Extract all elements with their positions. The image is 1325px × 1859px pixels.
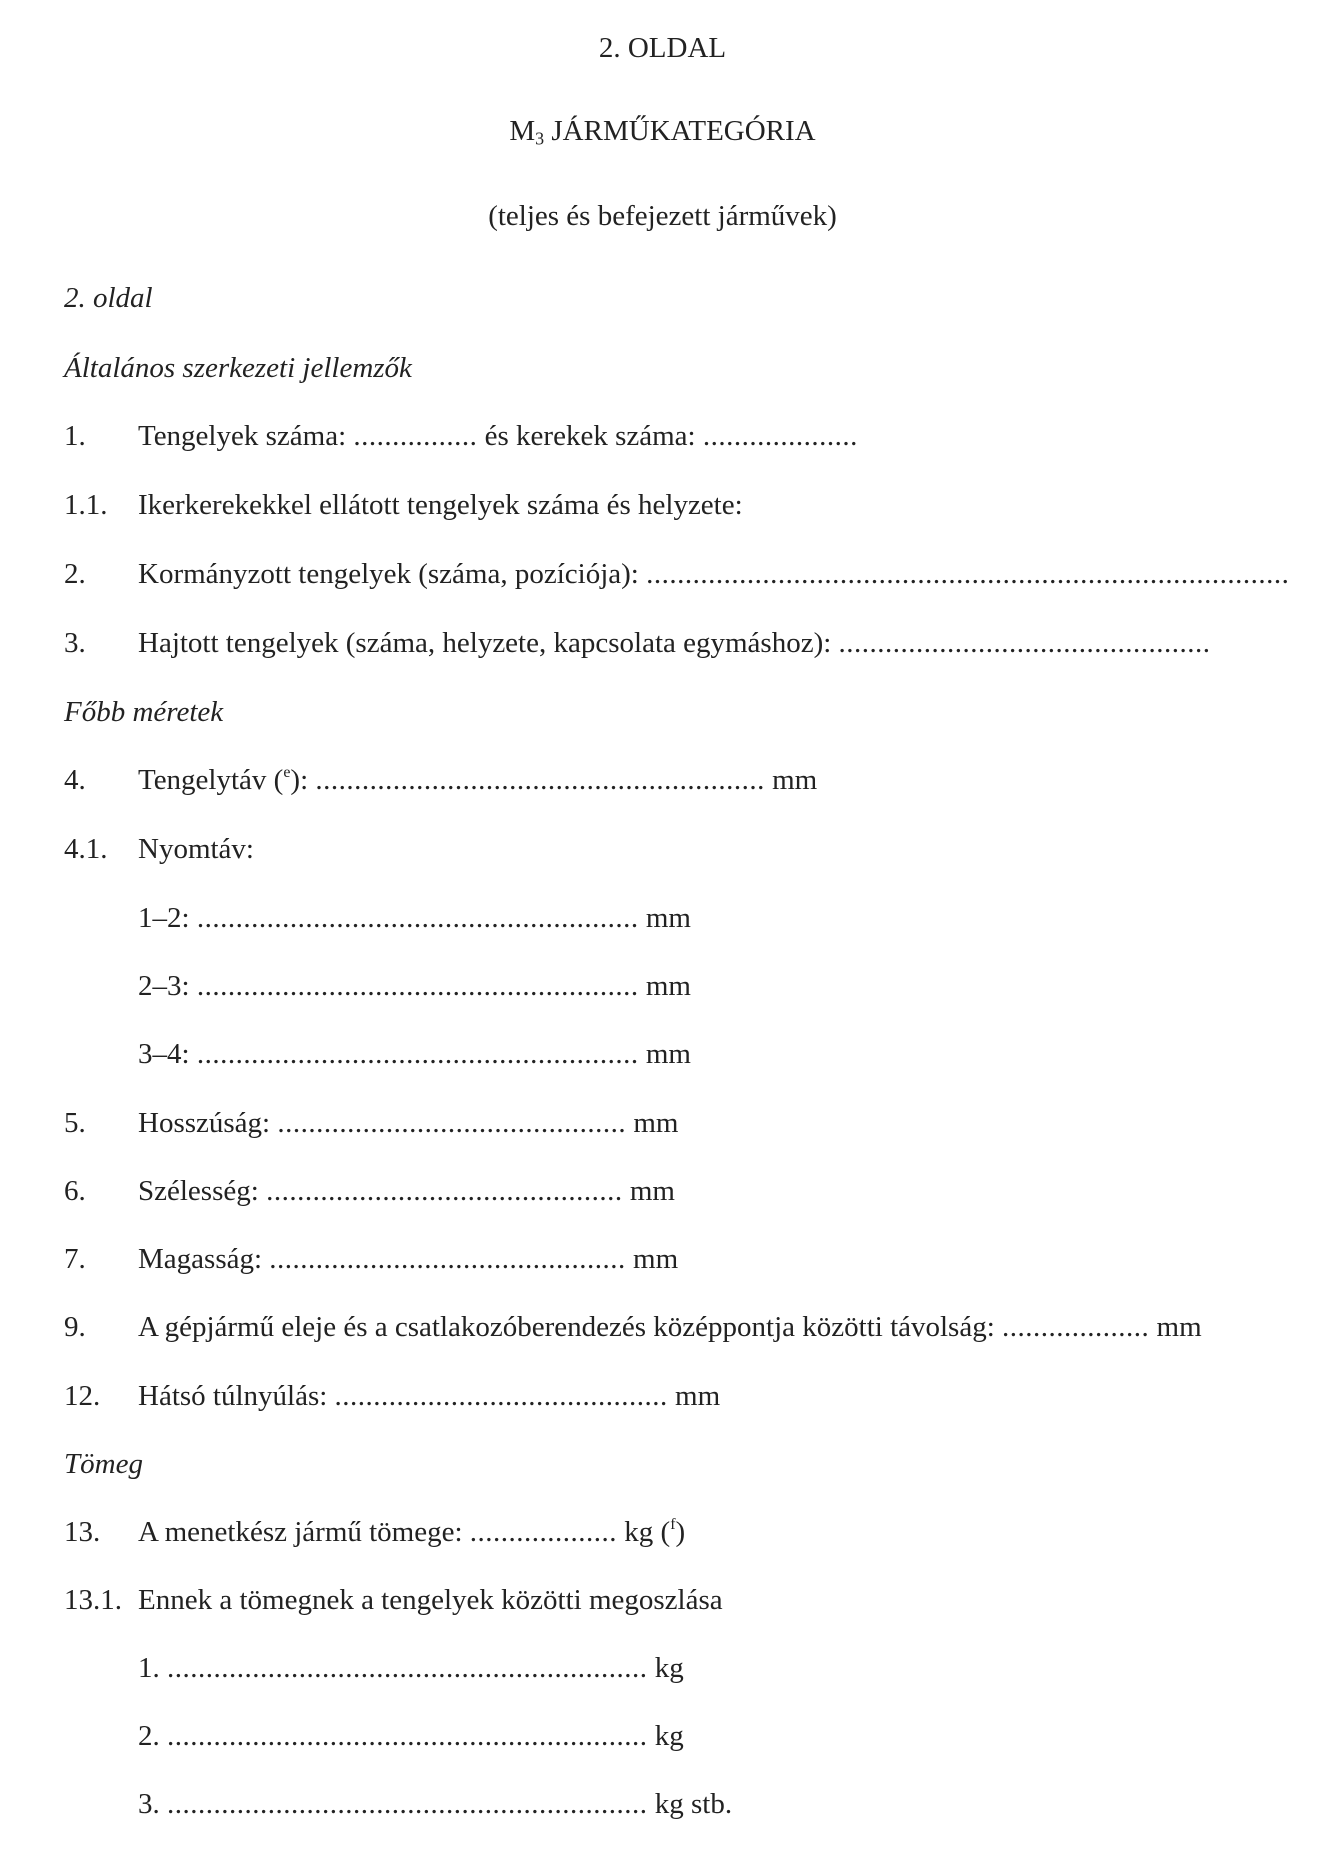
label-end: ): (290, 764, 309, 796)
rear-overhang-field[interactable]: ........................................... (334, 1380, 668, 1412)
unit-label: mm (645, 970, 691, 1002)
length-field[interactable]: ............................................. (277, 1107, 627, 1139)
track-label: 2–3: (138, 970, 190, 1002)
width-field[interactable]: .............................................. (266, 1175, 623, 1207)
unit-label: mm (633, 1107, 679, 1139)
section-page-italic: 2. oldal (64, 282, 153, 314)
item-label: Hátsó túlnyúlás: (138, 1380, 328, 1412)
item-number: 2. (64, 558, 86, 590)
item-number: 7. (64, 1243, 86, 1275)
unit-label: kg stb. (654, 1788, 733, 1820)
item-label: Kormányzott tengelyek (száma, pozíciója): (138, 558, 639, 590)
unit-label: kg (654, 1720, 684, 1752)
track-1-2-field[interactable]: ......................................................... (196, 902, 639, 934)
axle-count-label (138, 420, 858, 453)
item-label: Magasság: (138, 1243, 263, 1275)
wheelbase-field[interactable]: .......................................................... (315, 764, 765, 796)
track-2-3 (138, 970, 691, 1003)
category-letter: M (509, 115, 536, 147)
item-label: A gépjármű eleje és a csatlakozóberendezés középpontja közötti távolság: (138, 1311, 995, 1343)
track-3-4 (138, 1038, 691, 1071)
item-number: 4. (64, 764, 86, 796)
item-label: Ennek a tömegnek a tengelyek közötti megoszlása (138, 1584, 723, 1616)
track-label: 1–2: (138, 902, 190, 934)
axle-mass-3 (138, 1788, 732, 1821)
unit-label: mm (633, 1243, 679, 1275)
item-label: Tengelyek száma: (138, 420, 347, 452)
vehicle-category-title (0, 115, 1325, 149)
unit-label: mm (772, 764, 818, 796)
front-to-coupling-field[interactable]: ................... (1002, 1311, 1150, 1343)
axle-label: 2. (138, 1720, 160, 1752)
item-label: Szélesség: (138, 1175, 259, 1207)
track-1-2 (138, 902, 691, 935)
footnote-ref: e (283, 764, 291, 782)
item-number: 5. (64, 1107, 86, 1139)
axle-mass-2 (138, 1720, 684, 1753)
unit-end: ) (675, 1516, 686, 1548)
unit-label: kg ( (624, 1516, 671, 1548)
unit-label: mm (629, 1175, 675, 1207)
axle-2-mass-field[interactable]: .............................................................. (167, 1720, 648, 1752)
item-number: 13.1. (64, 1584, 122, 1616)
item-number: 3. (64, 627, 86, 659)
item-label: A menetkész jármű tömege: (138, 1516, 463, 1548)
unit-label: kg (654, 1652, 684, 1684)
height-field[interactable]: .............................................. (269, 1243, 626, 1275)
item-number: 6. (64, 1175, 86, 1207)
item-number: 4.1. (64, 833, 108, 865)
unit-label: mm (1156, 1311, 1202, 1343)
axle-label: 1. (138, 1652, 160, 1684)
track-label: 3–4: (138, 1038, 190, 1070)
section-mass-heading: Tömeg (64, 1448, 143, 1480)
category-subscript: 3 (535, 128, 545, 149)
section-dimensions-heading: Főbb méretek (64, 696, 224, 728)
track-2-3-field[interactable]: ......................................................... (196, 970, 639, 1002)
wheel-count-field[interactable]: .................... (702, 420, 858, 452)
axle-count-field[interactable]: ................ (353, 420, 478, 452)
item-number: 13. (64, 1516, 101, 1548)
steered-axles-field[interactable]: ................................................................................... (646, 558, 1290, 590)
section-general-heading: Általános szerkezeti jellemzők (64, 352, 412, 384)
category-word: JÁRMŰKATEGÓRIA (544, 115, 816, 147)
driven-axles-field[interactable]: ................................................ (838, 627, 1211, 659)
item-label: Ikerkerekekkel ellátott tengelyek száma és helyzete: (138, 489, 743, 521)
axle-mass-1 (138, 1652, 684, 1685)
item-label: Tengelytáv ( (138, 764, 284, 796)
wheel-count-label: és kerekek száma: (484, 420, 696, 452)
footnote-ref: f (670, 1516, 676, 1534)
unit-label: mm (675, 1380, 721, 1412)
item-label: Hajtott tengelyek (száma, helyzete, kapcsolata egymáshoz): (138, 627, 832, 659)
item-number: 1. (64, 420, 86, 452)
running-order-mass-field[interactable]: ................... (469, 1516, 618, 1548)
axle-3-mass-field[interactable]: .............................................................. (167, 1788, 648, 1820)
item-number: 1.1. (64, 489, 108, 521)
page-label: 2. OLDAL (598, 32, 727, 64)
item-label: Hosszúság: (138, 1107, 271, 1139)
item-number: 12. (64, 1380, 101, 1412)
subtitle: (teljes és befejezett járművek) (488, 200, 837, 232)
unit-label: mm (645, 1038, 691, 1070)
item-label: Nyomtáv: (138, 833, 254, 865)
item-number: 9. (64, 1311, 86, 1343)
unit-label: mm (645, 902, 691, 934)
axle-label: 3. (138, 1788, 160, 1820)
track-3-4-field[interactable]: ......................................................... (196, 1038, 639, 1070)
axle-1-mass-field[interactable]: .............................................................. (167, 1652, 648, 1684)
